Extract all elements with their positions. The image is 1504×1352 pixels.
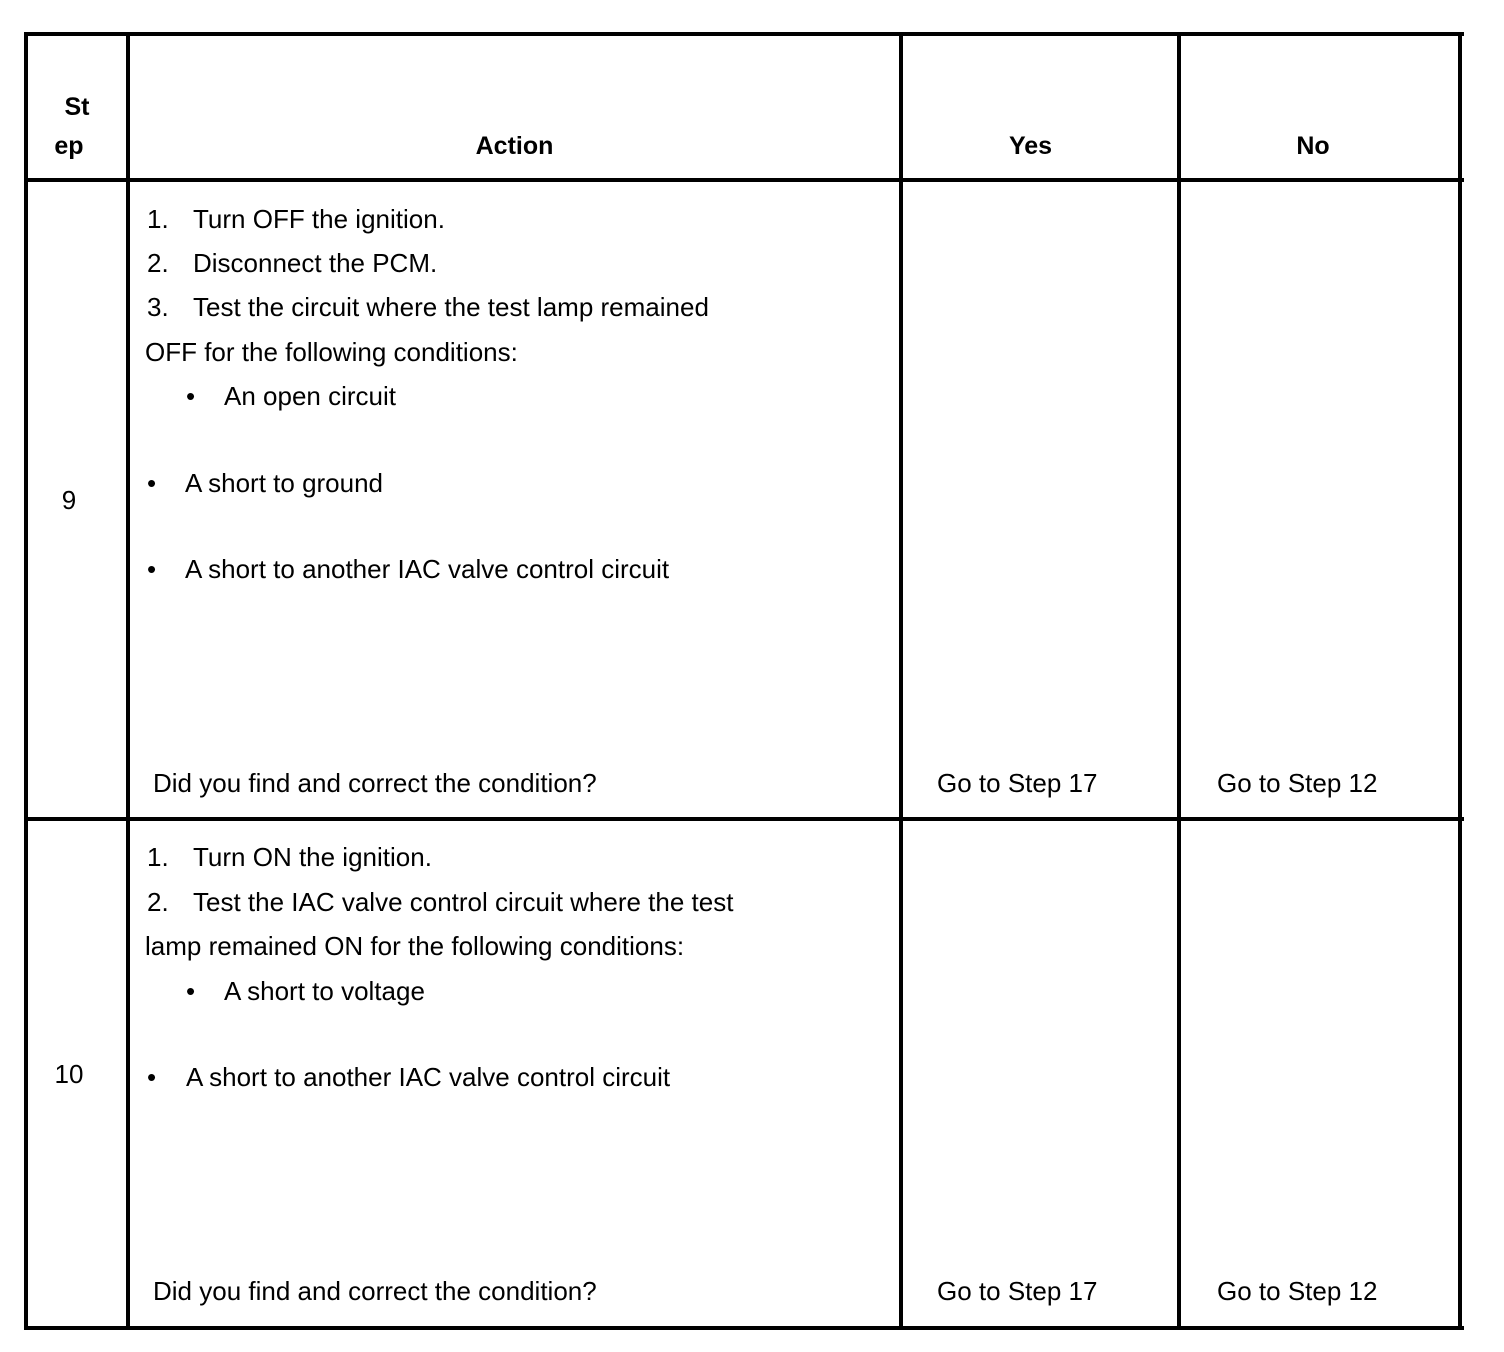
header-step-line2: ep	[54, 132, 84, 160]
action-line: Disconnect the PCM.	[193, 248, 438, 278]
step-number: 9	[61, 485, 77, 515]
no-result: Go to Step 12	[1217, 1276, 1378, 1306]
row-divider	[24, 817, 1464, 821]
column-divider-no	[1177, 32, 1181, 1330]
action-line-continued: lamp remained ON for the following conditions:	[145, 931, 685, 961]
list-number: 2.	[147, 248, 169, 278]
header-no: No	[1296, 132, 1330, 160]
list-number: 1.	[147, 842, 169, 872]
header-divider	[24, 178, 1464, 182]
bullet-item: A short to ground	[185, 468, 384, 498]
bullet-item: A short to another IAC valve control circuit	[185, 554, 670, 584]
column-divider-yes	[899, 32, 903, 1330]
table-border-bottom	[24, 1326, 1464, 1330]
bullet-glyph: •	[147, 468, 157, 498]
list-number: 3.	[147, 292, 169, 322]
table-border-left	[24, 32, 28, 1330]
no-result: Go to Step 12	[1217, 768, 1378, 798]
bullet-glyph: •	[186, 381, 196, 411]
question-text: Did you find and correct the condition?	[153, 768, 597, 798]
bullet-glyph: •	[186, 976, 196, 1006]
action-line-continued: OFF for the following conditions:	[145, 337, 518, 367]
action-line: Turn OFF the ignition.	[193, 204, 445, 234]
table-border-right	[1458, 32, 1462, 1330]
bullet-item: A short to voltage	[224, 976, 425, 1006]
bullet-item: A short to another IAC valve control circuit	[186, 1062, 671, 1092]
list-number: 1.	[147, 204, 169, 234]
bullet-glyph: •	[147, 554, 157, 584]
header-yes: Yes	[1008, 132, 1053, 160]
question-text: Did you find and correct the condition?	[153, 1276, 597, 1306]
table-border-top	[24, 32, 1464, 36]
yes-result: Go to Step 17	[937, 768, 1098, 798]
step-number: 10	[54, 1059, 84, 1089]
bullet-glyph: •	[147, 1062, 157, 1092]
action-line: Test the IAC valve control circuit where the test	[193, 887, 734, 917]
action-line: Turn ON the ignition.	[193, 842, 432, 872]
column-divider-action	[126, 32, 130, 1330]
yes-result: Go to Step 17	[937, 1276, 1098, 1306]
header-action: Action	[475, 132, 554, 160]
action-line: Test the circuit where the test lamp remained	[193, 292, 709, 322]
list-number: 2.	[147, 887, 169, 917]
header-step-line1: St	[64, 93, 90, 121]
bullet-item: An open circuit	[224, 381, 396, 411]
